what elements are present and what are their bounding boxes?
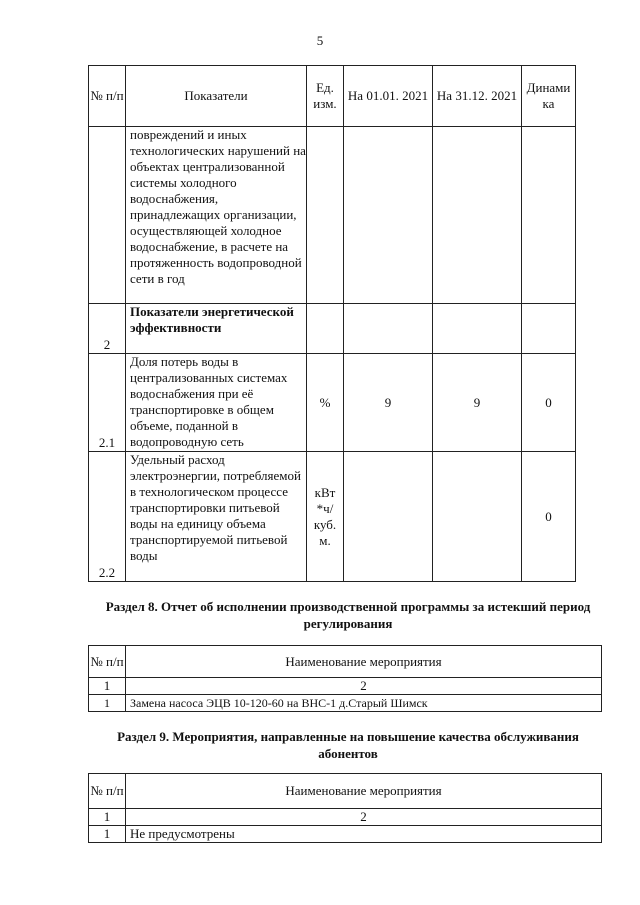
row-dynamics [522, 127, 576, 304]
section9-heading: Раздел 9. Мероприятия, направленные на повышение качества обслуживания абонентов [117, 729, 579, 761]
empty-cell [307, 304, 344, 354]
row-num: 1 [89, 826, 126, 843]
row-value-end [433, 452, 522, 582]
header-name: Показатели [126, 66, 307, 127]
row-unit [307, 127, 344, 304]
column-index-row [89, 678, 602, 695]
section9-table [88, 773, 602, 843]
row-dynamics: 0 [522, 354, 576, 452]
row-unit: % [307, 354, 344, 452]
row-name: Удельный расход электроэнергии, потребляемой в технологическом процессе транспортировки питьевой воды на единицу объема транспортируемой питьевой воды [126, 452, 307, 582]
table-row [89, 354, 576, 452]
header-name: Наименование мероприятия [126, 774, 602, 809]
empty-cell [433, 304, 522, 354]
row-value-start [344, 127, 433, 304]
row-name: Показатели энергетической эффективности [126, 304, 307, 354]
table-header-row [89, 66, 576, 127]
header-value-end: На 31.12. 2021 [433, 66, 522, 127]
row-num: 2.1 [89, 354, 126, 452]
index-num: 1 [89, 809, 126, 826]
index-num: 1 [89, 678, 126, 695]
table-row [89, 452, 576, 582]
row-name: повреждений и иных технологических нарушений на объектах централизованной системы холодного водоснабжения, принадлежащих организации, осуществляющей холодное водоснабжение, в расчете на протяженность водопроводной сети в год [126, 127, 307, 304]
table-header-row [89, 774, 602, 809]
header-unit: Ед. изм. [307, 66, 344, 127]
row-value-end [433, 127, 522, 304]
section8-table [88, 645, 602, 712]
table-header-row [89, 646, 602, 678]
table-row [89, 695, 602, 712]
row-num [89, 127, 126, 304]
page-number: 5 [316, 33, 324, 48]
empty-cell [522, 304, 576, 354]
row-name: Замена насоса ЭЦВ 10-120-60 на ВНС-1 д.Старый Шимск [126, 695, 602, 712]
table-row [89, 826, 602, 843]
column-index-row [89, 809, 602, 826]
row-value-start [344, 452, 433, 582]
indicators-table [88, 65, 576, 582]
row-num: 2 [89, 304, 126, 354]
table-row [89, 127, 576, 304]
header-name: Наименование мероприятия [126, 646, 602, 678]
index-name: 2 [126, 809, 602, 826]
header-value-start: На 01.01. 2021 [344, 66, 433, 127]
row-unit: кВт *ч/ куб. м. [307, 452, 344, 582]
row-name: Доля потерь воды в централизованных системах водоснабжения при её транспортировке в общем объеме, поданной в водопроводную сеть [126, 354, 307, 452]
table-row [89, 304, 576, 354]
header-num: № п/п [89, 66, 126, 127]
row-num: 1 [89, 695, 126, 712]
row-dynamics: 0 [522, 452, 576, 582]
row-value-end: 9 [433, 354, 522, 452]
header-dynamics: Динами ка [522, 66, 576, 127]
row-num: 2.2 [89, 452, 126, 582]
header-num: № п/п [89, 646, 126, 678]
row-value-start: 9 [344, 354, 433, 452]
empty-cell [344, 304, 433, 354]
index-name: 2 [126, 678, 602, 695]
header-num: № п/п [89, 774, 126, 809]
row-name: Не предусмотрены [126, 826, 602, 843]
section8-heading: Раздел 8. Отчет об исполнении производственной программы за истекший период регулирования [105, 599, 591, 631]
